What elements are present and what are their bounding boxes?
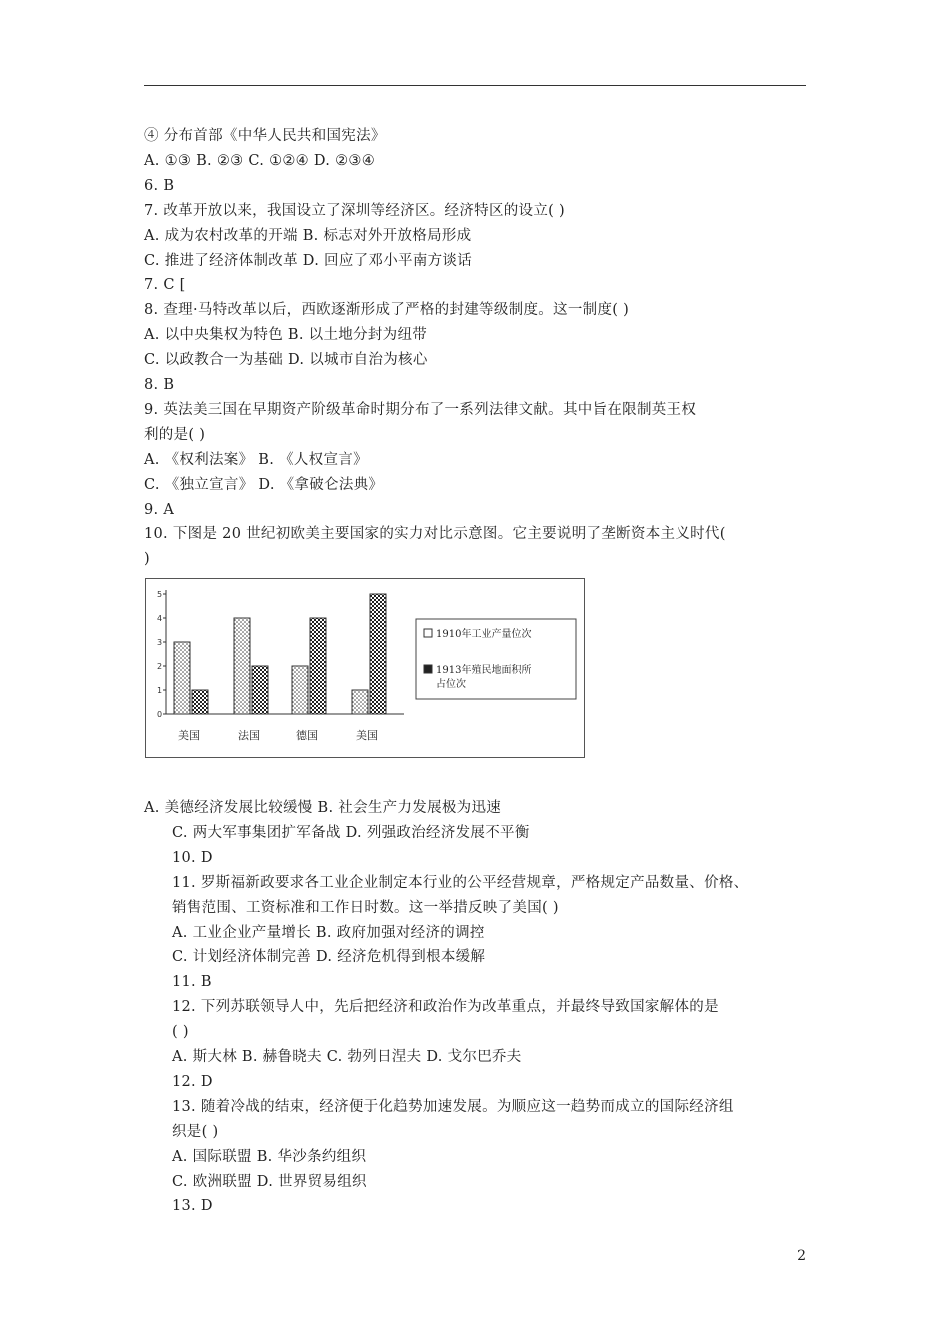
bar-colony-rank: [370, 594, 386, 714]
text-line: 6. B: [144, 177, 175, 194]
y-tick-label: 5: [157, 590, 163, 599]
legend-label: 占位次: [436, 679, 466, 690]
text-line: 13. 随着冷战的结束，经济便于化趋势加速发展。为顺应这一趋势而成立的国际经济组: [172, 1098, 734, 1115]
text-line: 8. 查理·马特改革以后，西欧逐渐形成了严格的封建等级制度。这一制度( ): [144, 302, 630, 319]
text-line: 7. C [: [144, 277, 186, 294]
text-line: 销售范围、工资标准和工作日时数。这一举措反映了美国( ): [172, 899, 559, 916]
y-tick-label: 1: [157, 686, 163, 695]
text-line: 11. B: [172, 974, 212, 991]
text-line: 利的是( ): [144, 426, 206, 443]
y-tick-label: 0: [157, 710, 163, 719]
page-number: 2: [797, 1248, 806, 1264]
text-line: C. 以政教合一为基础 D. 以城市自治为核心: [144, 352, 428, 369]
category-label: 美国: [178, 729, 200, 742]
y-tick-label: 2: [157, 662, 163, 671]
bar-colony-rank: [310, 618, 326, 714]
text-line: 12. D: [172, 1073, 213, 1090]
y-tick-label: 4: [157, 614, 163, 623]
text-line: C. 推进了经济体制改革 D. 回应了邓小平南方谈话: [144, 252, 473, 269]
header-rule: [144, 85, 806, 86]
text-line: ④ 分布首部《中华人民共和国宪法》: [144, 128, 386, 144]
text-line: A. 美德经济发展比较缓慢 B. 社会生产力发展极为迅速: [144, 800, 502, 816]
chart-svg: [146, 579, 584, 757]
text-line: 12. 下列苏联领导人中，先后把经济和政治作为改革重点，并最终导致国家解体的是: [172, 999, 719, 1016]
bar-industrial-rank: [352, 690, 368, 714]
bar-colony-rank: [252, 666, 268, 714]
bar-industrial-rank: [292, 666, 308, 714]
legend-swatch-dots: [424, 629, 432, 637]
category-label: 美国: [356, 729, 378, 742]
category-label: 德国: [296, 729, 318, 742]
text-line: 11. 罗斯福新政要求各工业企业制定本行业的公平经营规章，严格规定产品数量、价格、: [172, 874, 749, 891]
legend-swatch-checks: [424, 665, 432, 673]
text-line: 7. 改革开放以来，我国设立了深圳等经济区。经济特区的设立( ): [144, 202, 565, 219]
text-line: 织是( ): [172, 1123, 219, 1140]
text-line: C. 《独立宣言》 D. 《拿破仑法典》: [144, 476, 384, 493]
text-line: A. 以中央集权为特色 B. 以土地分封为纽带: [144, 327, 428, 344]
text-line: C. 两大军事集团扩军备战 D. 列强政治经济发展不平衡: [172, 824, 530, 841]
text-line: 10. 下图是 20 世纪初欧美主要国家的实力对比示意图。它主要说明了垄断资本主义时代(: [144, 526, 726, 543]
text-line: 13. D: [172, 1198, 213, 1215]
text-line: 9. 英法美三国在早期资产阶级革命时期分布了一系列法律文献。其中旨在限制英王权: [144, 401, 697, 418]
text-line: A. 工业企业产量增长 B. 政府加强对经济的调控: [172, 924, 485, 941]
legend-label: 1913年殖民地面积所: [436, 665, 532, 676]
bar-chart: [145, 578, 585, 758]
text-line: C. 计划经济体制完善 D. 经济危机得到根本缓解: [172, 949, 486, 966]
text-line: A. 《权利法案》 B. 《人权宣言》: [144, 451, 368, 468]
text-line: A. 成为农村改革的开端 B. 标志对外开放格局形成: [144, 227, 472, 244]
text-line: A. ①③ B. ②③ C. ①②④ D. ②③④: [144, 152, 376, 169]
category-label: 法国: [238, 729, 260, 742]
y-tick-label: 3: [157, 638, 163, 647]
text-line: C. 欧洲联盟 D. 世界贸易组织: [172, 1173, 367, 1190]
bar-industrial-rank: [234, 618, 250, 714]
legend-label: 1910年工业产量位次: [436, 629, 532, 640]
text-line: A. 斯大林 B. 赫鲁晓夫 C. 勃列日涅夫 D. 戈尔巴乔夫: [172, 1049, 522, 1065]
bar-colony-rank: [192, 690, 208, 714]
text-line: ): [144, 551, 150, 568]
text-line: 10. D: [172, 849, 213, 866]
text-line: 8. B: [144, 377, 175, 393]
text-line: ( ): [172, 1024, 189, 1041]
text-line: 9. A: [144, 501, 175, 518]
bar-industrial-rank: [174, 642, 190, 714]
text-line: A. 国际联盟 B. 华沙条约组织: [172, 1148, 367, 1165]
